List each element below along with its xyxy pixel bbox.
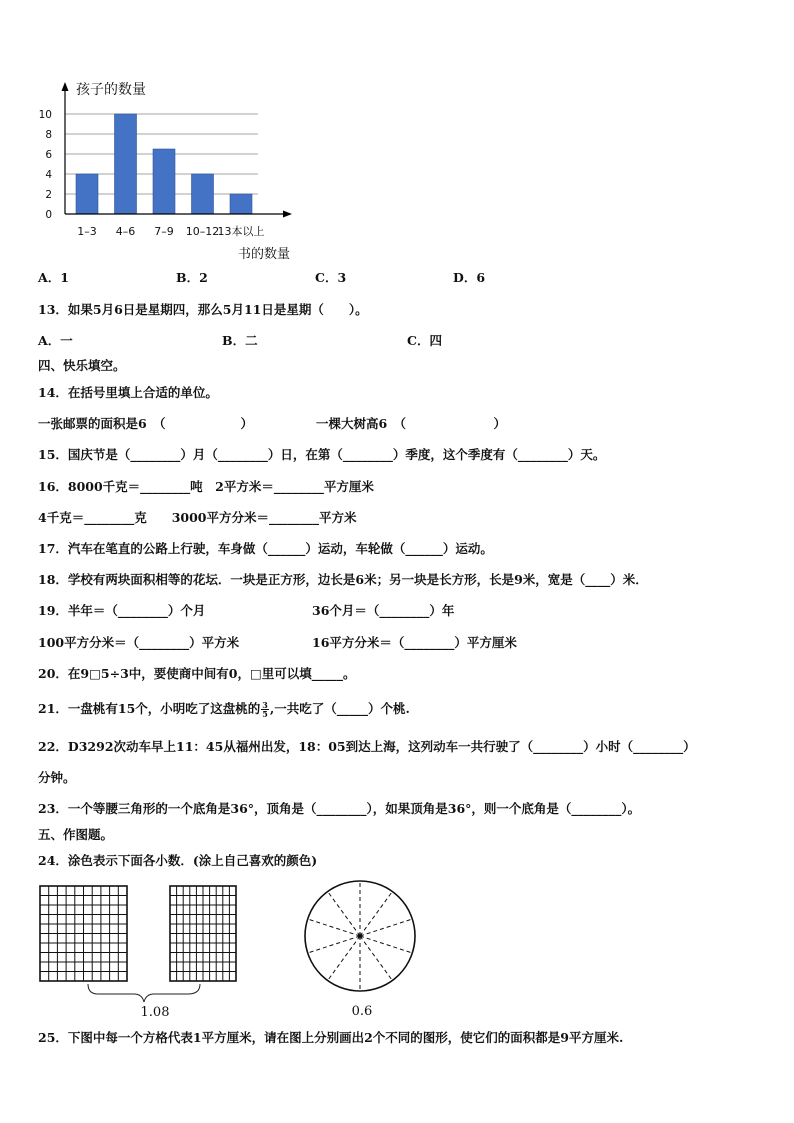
y-tick-label: 4 <box>45 169 52 181</box>
q19-blank-a[interactable]: 19．半年＝（________）个月 <box>38 603 206 618</box>
q13-question: 13．如果5月6日是星期四，那么5月11日是星期（ ）。 <box>38 302 368 317</box>
circle-value-label: 0.6 <box>351 1004 373 1019</box>
bar <box>76 174 98 214</box>
y-axis-arrow <box>62 82 69 91</box>
section-4-heading: 四、快乐填空。 <box>38 358 126 373</box>
chart-x-ticks <box>77 224 264 238</box>
x-tick-label: 10–12 <box>185 225 220 238</box>
q22-line-2: 分钟。 <box>38 770 76 785</box>
circle-figure <box>300 879 425 1019</box>
q16-line-1[interactable]: 16．8000千克＝________吨 2平方米＝________平方厘米 <box>38 479 374 494</box>
q19-blank-c[interactable]: 100平方分米＝（________）平方米 <box>38 635 240 650</box>
circle-divider <box>308 919 360 936</box>
fraction-denominator: 5 <box>262 709 268 719</box>
x-tick-label: 13本以上 <box>217 225 265 238</box>
q19-blank-d[interactable]: 16平方分米＝（________）平方厘米 <box>312 635 517 650</box>
q20-question[interactable]: 20．在9□5÷3中，要使商中间有0，□里可以填_____。 <box>38 666 356 681</box>
q15-question[interactable]: 15．国庆节是（________）月（________）日，在第（________）季度，这个季度有（________）天。 <box>38 447 606 462</box>
q21-text-before: 21．一盘桃有15个，小明吃了这盘桃的 <box>38 701 261 716</box>
y-tick-label: 10 <box>38 109 52 121</box>
q23-question[interactable]: 23．一个等腰三角形的一个底角是36°，顶角是（________），如果顶角是36°，则一个底角是（________）。 <box>38 801 641 816</box>
y-tick-label: 2 <box>45 189 52 201</box>
bar <box>230 194 252 214</box>
x-tick-label: 1–3 <box>77 225 97 238</box>
q13-option-b[interactable]: B．二 <box>222 333 258 348</box>
q12-option-a[interactable]: A．1 <box>38 270 69 285</box>
q14-question: 14．在括号里填上合适的单位。 <box>38 385 218 400</box>
grid-value-label: 1.08 <box>140 1005 170 1019</box>
q12-option-c[interactable]: C．3 <box>315 270 347 285</box>
x-tick-label: 7–9 <box>154 225 174 238</box>
circle-divider <box>360 936 392 980</box>
q17-question[interactable]: 17．汽车在笔直的公路上行驶，车身做（______）运动，车轮做（______）运动。 <box>38 541 493 556</box>
circle-divider <box>360 892 392 936</box>
y-tick-label: 0 <box>45 209 52 221</box>
q13-option-a[interactable]: A．一 <box>38 333 73 348</box>
circle-center <box>358 934 363 939</box>
q14-blank-a[interactable]: 一张邮票的面积是6 （ ） <box>38 416 253 431</box>
q21-text-after: ,一共吃了（_____）个桃. <box>269 701 410 716</box>
x-axis-label: 书的数量 <box>238 247 291 262</box>
q16-line-2[interactable]: 4千克＝________克 3000平方分米＝________平方米 <box>38 510 357 525</box>
circle-divider <box>328 892 360 936</box>
q13-option-c[interactable]: C．四 <box>407 333 442 348</box>
q18-question[interactable]: 18．学校有两块面积相等的花坛．一块是正方形，边长是6米；另一块是长方形，长是9米，宽是（____）米． <box>38 572 648 587</box>
q22-line-1[interactable]: 22．D3292次动车早上11：45从福州出发，18：05到达上海，这列动车一共行驶了（________）小时（________） <box>38 739 696 754</box>
q19-blank-b[interactable]: 36个月＝（________）年 <box>312 603 455 618</box>
hundred-grids-figure <box>38 884 238 1019</box>
bar <box>192 174 214 214</box>
fraction <box>261 701 269 718</box>
x-axis-arrow <box>283 211 292 218</box>
chart-y-ticks <box>39 109 53 221</box>
q24-question: 24．涂色表示下面各小数．(涂上自己喜欢的颜色) <box>38 853 318 868</box>
hundred-grid-1[interactable] <box>40 886 127 981</box>
section-5-heading: 五、作图题。 <box>38 827 114 842</box>
circle-divider <box>308 936 360 953</box>
brace <box>88 984 200 1002</box>
fraction-numerator: 3 <box>262 700 268 710</box>
q21-question[interactable] <box>38 701 410 718</box>
x-tick-label: 4–6 <box>115 225 136 238</box>
q12-option-d[interactable]: D．6 <box>453 270 486 285</box>
y-tick-label: 6 <box>45 149 52 161</box>
hundred-grid-2[interactable] <box>170 886 236 981</box>
circle-divider <box>328 936 360 980</box>
q25-question: 25．下图中每一个方格代表1平方厘米，请在图上分别画出2个不同的图形，使它们的面积都是9平方厘米. <box>38 1030 624 1045</box>
q14-blank-b[interactable]: 一棵大树高6 （ ） <box>316 416 506 431</box>
bar <box>115 114 137 214</box>
chart-bars <box>76 114 252 214</box>
q12-option-b[interactable]: B．2 <box>176 270 208 285</box>
circle-divider <box>360 936 412 953</box>
y-axis-label: 孩子的数量 <box>76 82 146 98</box>
y-tick-label: 8 <box>45 129 52 141</box>
bar <box>153 149 175 214</box>
circle-divider <box>360 919 412 936</box>
bar-chart <box>30 74 320 269</box>
